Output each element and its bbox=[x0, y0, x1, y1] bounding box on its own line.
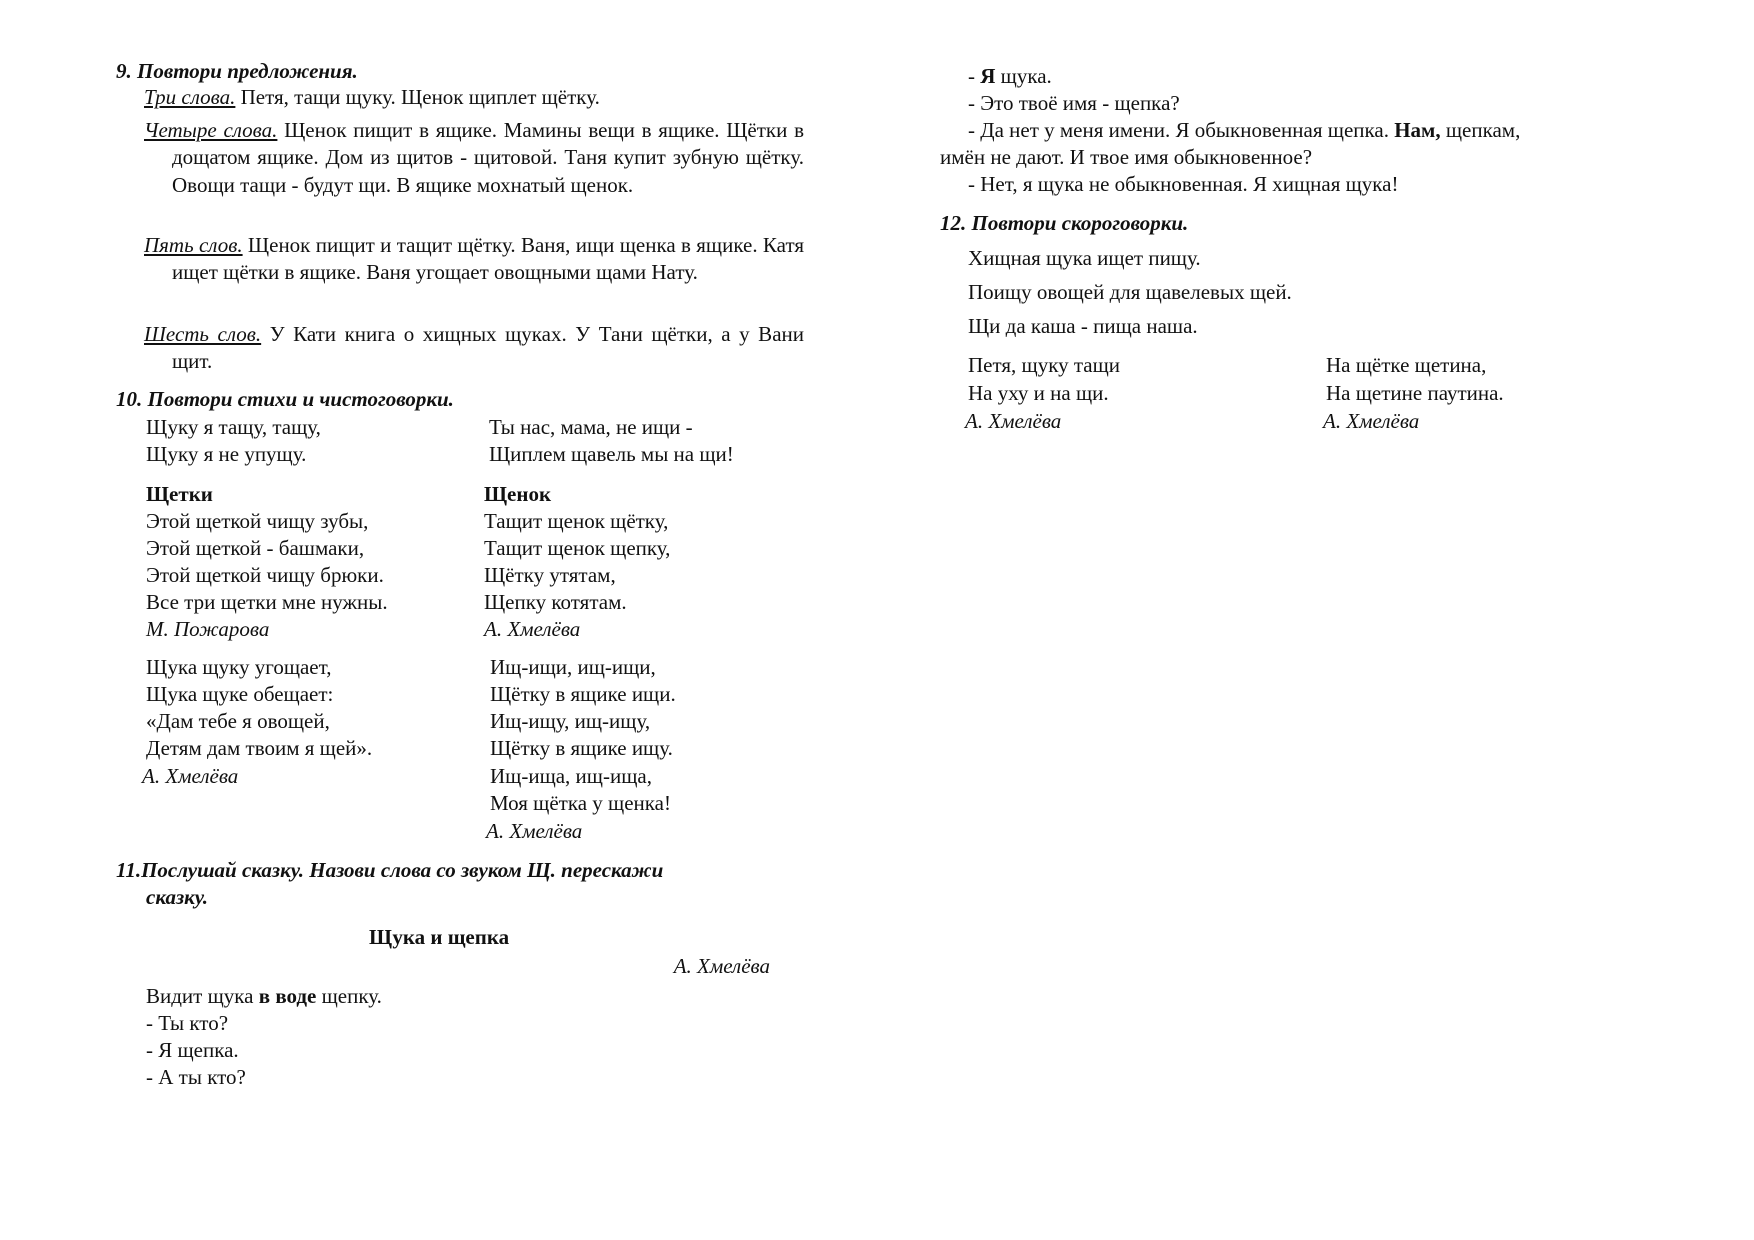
story-line-1-b: в воде bbox=[258, 984, 317, 1008]
ex9-label-3: Пять слов. bbox=[144, 233, 243, 257]
story-dialog-right-2: - Это твоё имя - щепка? bbox=[968, 91, 1180, 115]
exercise-10-heading: 10. Повтори стихи и чистоговорки. bbox=[116, 387, 454, 411]
poem2-right-line: Щепку котятам. bbox=[484, 590, 627, 614]
ex9-paragraph-2 bbox=[144, 117, 804, 199]
story-dialog-line: - Я щепка. bbox=[146, 1038, 239, 1062]
story-line-1-c: щепку. bbox=[316, 984, 382, 1008]
poem2-left-title: Щетки bbox=[146, 482, 213, 506]
ex9-text-1: Петя, тащи щуку. Щенок щиплет щётку. bbox=[235, 85, 600, 109]
exercise-12-heading: 12. Повтори скороговорки. bbox=[940, 211, 1189, 235]
dialog-dash: - bbox=[968, 64, 981, 88]
poem3-right-line: Моя щётка у щенка! bbox=[490, 791, 671, 815]
story-dialog-right-1 bbox=[968, 63, 1052, 90]
poem1-left-line: Щуку я не упущу. bbox=[146, 442, 307, 466]
dialog-bold-word: Я bbox=[980, 64, 996, 88]
tongue-twister-line: Поищу овощей для щавелевых щей. bbox=[968, 280, 1292, 304]
poem2-right-line: Щётку утятам, bbox=[484, 563, 616, 587]
story-dialog-line: - Ты кто? bbox=[146, 1011, 229, 1035]
ex9-paragraph-4 bbox=[144, 321, 804, 376]
ex12-right-poem-line: На щётке щетина, bbox=[1326, 353, 1487, 377]
ex12-left-poem-line: На уху и на щи. bbox=[968, 381, 1109, 405]
poem2-right-author: А. Хмелёва bbox=[484, 617, 581, 641]
poem2-right-line: Тащит щенок щётку, bbox=[484, 509, 669, 533]
story-dialog-right-4: - Нет, я щука не обыкновенная. Я хищная щука! bbox=[968, 172, 1399, 196]
poem2-left-line: Этой щеткой чищу зубы, bbox=[146, 509, 369, 533]
poem3-left-line: «Дам тебе я овощей, bbox=[146, 709, 330, 733]
exercise-11-heading-cont: сказку. bbox=[146, 885, 209, 909]
exercise-11-heading: 11.Послушай сказку. Назови слова со звуком Щ. перескажи bbox=[116, 858, 664, 882]
poem3-right-line: Щётку в ящике ищу. bbox=[490, 736, 673, 760]
poem2-right-line: Тащит щенок щепку, bbox=[484, 536, 671, 560]
tongue-twister-line: Хищная щука ищет пищу. bbox=[968, 246, 1201, 270]
poem3-right-line: Ищ-ищи, ищ-ищи, bbox=[490, 655, 656, 679]
ex12-left-author: А. Хмелёва bbox=[965, 409, 1062, 433]
poem3-right-line: Ищ-ищу, ищ-ищу, bbox=[490, 709, 651, 733]
poem3-left-line: Детям дам твоим я щей». bbox=[146, 736, 373, 760]
ex9-text-3: Щенок пищит и тащит щётку. Ваня, ищи щенка в ящике. Катя ищет щётки в ящике. Ваня угощает овощными щами Нату. bbox=[172, 233, 804, 285]
story-title: Щука и щепка bbox=[369, 925, 510, 949]
ex12-right-poem-line: На щетине паутина. bbox=[1326, 381, 1504, 405]
ex9-paragraph-1 bbox=[144, 84, 804, 111]
story-dialog-right-3-cont: имён не дают. И твое имя обыкновенное? bbox=[940, 145, 1313, 169]
poem2-left-line: Все три щетки мне нужны. bbox=[146, 590, 388, 614]
poem2-left-author: М. Пожарова bbox=[146, 617, 270, 641]
poem2-left-line: Этой щеткой - башмаки, bbox=[146, 536, 365, 560]
poem3-right-line: Щётку в ящике ищи. bbox=[490, 682, 676, 706]
ex9-text-4: У Кати книга о хищных щуках. У Тани щётки, а у Вани щит. bbox=[172, 322, 804, 374]
story-line-1 bbox=[146, 983, 382, 1010]
ex12-right-author: А. Хмелёва bbox=[1323, 409, 1420, 433]
poem3-left-line: Щука щуке обещает: bbox=[146, 682, 334, 706]
dialog-part-a: - Да нет у меня имени. Я обыкновенная щепка. bbox=[968, 118, 1395, 142]
story-line-1-a: Видит щука bbox=[146, 984, 259, 1008]
poem3-right-author: А. Хмелёва bbox=[486, 819, 583, 843]
poem3-left-line: Щука щуку угощает, bbox=[146, 655, 332, 679]
story-author: А. Хмелёва bbox=[673, 954, 770, 978]
poem2-right-title: Щенок bbox=[484, 482, 552, 506]
ex12-left-poem-line: Петя, щуку тащи bbox=[968, 353, 1121, 377]
dialog-bold-word: Нам, bbox=[1394, 118, 1441, 142]
poem3-right-line: Ищ-ища, ищ-ища, bbox=[490, 764, 652, 788]
poem1-right-line: Щиплем щавель мы на щи! bbox=[489, 442, 734, 466]
poem2-left-line: Этой щеткой чищу брюки. bbox=[146, 563, 384, 587]
tongue-twister-line: Щи да каша - пища наша. bbox=[968, 314, 1198, 338]
ex9-text-2: Щенок пищит в ящике. Мамины вещи в ящике. Щётки в дощатом ящике. Дом из щитов - щитовой. Таня купит зубную щётку. Овощи тащи - будут щи. В ящике мохнатый щенок. bbox=[172, 118, 804, 197]
ex9-paragraph-3 bbox=[144, 232, 804, 287]
poem1-left-line: Щуку я тащу, тащу, bbox=[146, 415, 321, 439]
poem3-left-author: А. Хмелёва bbox=[142, 764, 239, 788]
dialog-rest: щука. bbox=[995, 64, 1052, 88]
ex9-label-2: Четыре слова. bbox=[144, 118, 278, 142]
ex9-label-1: Три слова. bbox=[144, 85, 236, 109]
poem1-right-line: Ты нас, мама, не ищи - bbox=[489, 415, 693, 439]
exercise-9-heading: 9. Повтори предложения. bbox=[116, 59, 358, 83]
story-dialog-line: - А ты кто? bbox=[146, 1065, 246, 1089]
dialog-part-b: щепкам, bbox=[1440, 118, 1521, 142]
story-dialog-right-3 bbox=[968, 117, 1520, 144]
ex9-label-4: Шесть слов. bbox=[144, 322, 262, 346]
